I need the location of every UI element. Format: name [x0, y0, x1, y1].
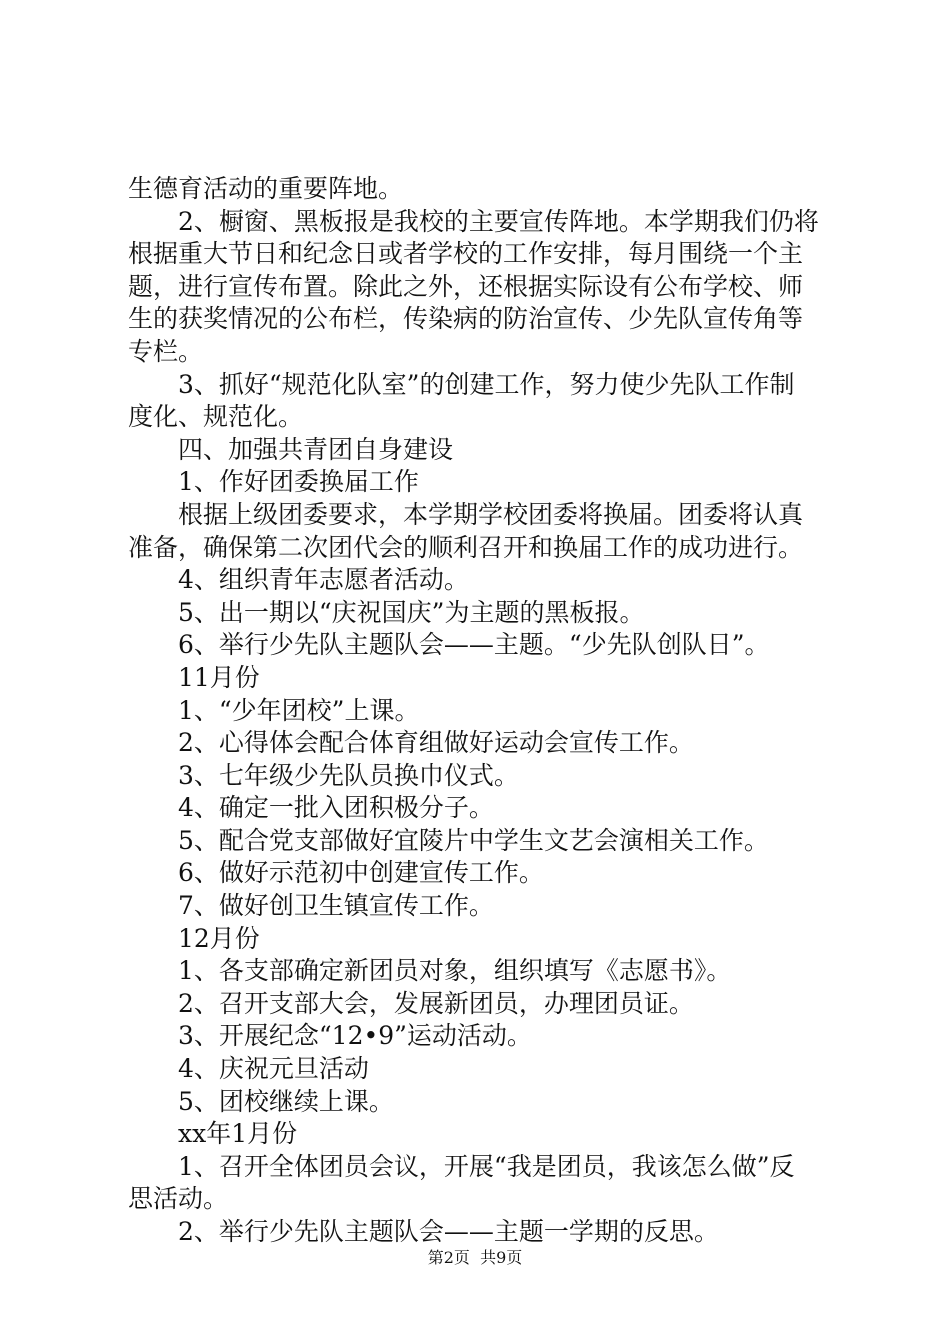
page-footer: 第2页 共9页: [427, 1248, 523, 1267]
month-heading: xx年1月份: [178, 1119, 298, 1149]
text-line: 2、召开支部大会，发展新团员，办理团员证。: [178, 988, 694, 1018]
section-heading: 四、加强共青团自身建设: [178, 434, 454, 464]
text-line: 题，进行宣传布置。除此之外，还根据实际设有公布学校、师: [128, 271, 804, 301]
text-line: 思活动。: [128, 1184, 229, 1214]
text-line: 1、各支部确定新团员对象，组织填写《志愿书》。: [178, 956, 732, 986]
text-line: 7、做好创卫生镇宣传工作。: [178, 891, 494, 921]
text-line: 1、召开全体团员会议，开展“我是团员，我该怎么做”反: [178, 1151, 795, 1181]
text-line: 根据重大节日和纪念日或者学校的工作安排，每月围绕一个主: [128, 239, 804, 269]
text-line: 生的获奖情况的公布栏，传染病的防治宣传、少先队宣传角等: [128, 304, 804, 334]
text-line: 5、团校继续上课。: [178, 1086, 394, 1116]
text-line: 6、做好示范初中创建宣传工作。: [178, 858, 544, 888]
text-line: 生德育活动的重要阵地。: [128, 174, 404, 203]
text-line: 3、抓好“规范化队室”的创建工作，努力使少先队工作制: [178, 369, 795, 399]
text-line: 3、开展纪念“12•9”运动活动。: [178, 1021, 532, 1051]
text-line: 专栏。: [128, 336, 204, 366]
text-line: 根据上级团委要求，本学期学校团委将换届。团委将认真: [178, 499, 804, 529]
month-heading: 11月份: [178, 662, 260, 692]
text-line: 2、橱窗、黑板报是我校的主要宣传阵地。本学期我们仍将: [178, 206, 819, 236]
text-line: 5、配合党支部做好宜陵片中学生文艺会演相关工作。: [178, 825, 769, 855]
text-line: 3、七年级少先队员换巾仪式。: [178, 760, 519, 790]
text-line: 6、举行少先队主题队会——主题。“少先队创队日”。: [178, 630, 770, 660]
text-line: 2、举行少先队主题队会——主题一学期的反思。: [178, 1217, 719, 1246]
text-line: 2、心得体会配合体育组做好运动会宣传工作。: [178, 728, 694, 758]
text-line: 1、“少年团校”上课。: [178, 695, 420, 725]
text-line: 度化、规范化。: [128, 402, 304, 432]
month-heading: 12月份: [178, 923, 260, 953]
text-line: 4、组织青年志愿者活动。: [178, 565, 469, 595]
text-line: 4、庆祝元旦活动: [178, 1054, 369, 1084]
text-line: 4、确定一批入团积极分子。: [178, 793, 494, 823]
text-line: 1、作好团委换届工作: [178, 467, 419, 497]
text-line: 准备，确保第二次团代会的顺利召开和换届工作的成功进行。: [128, 532, 804, 562]
text-line: 5、出一期以“庆祝国庆”为主题的黑板报。: [178, 597, 645, 627]
document-body: [128, 173, 828, 1249]
